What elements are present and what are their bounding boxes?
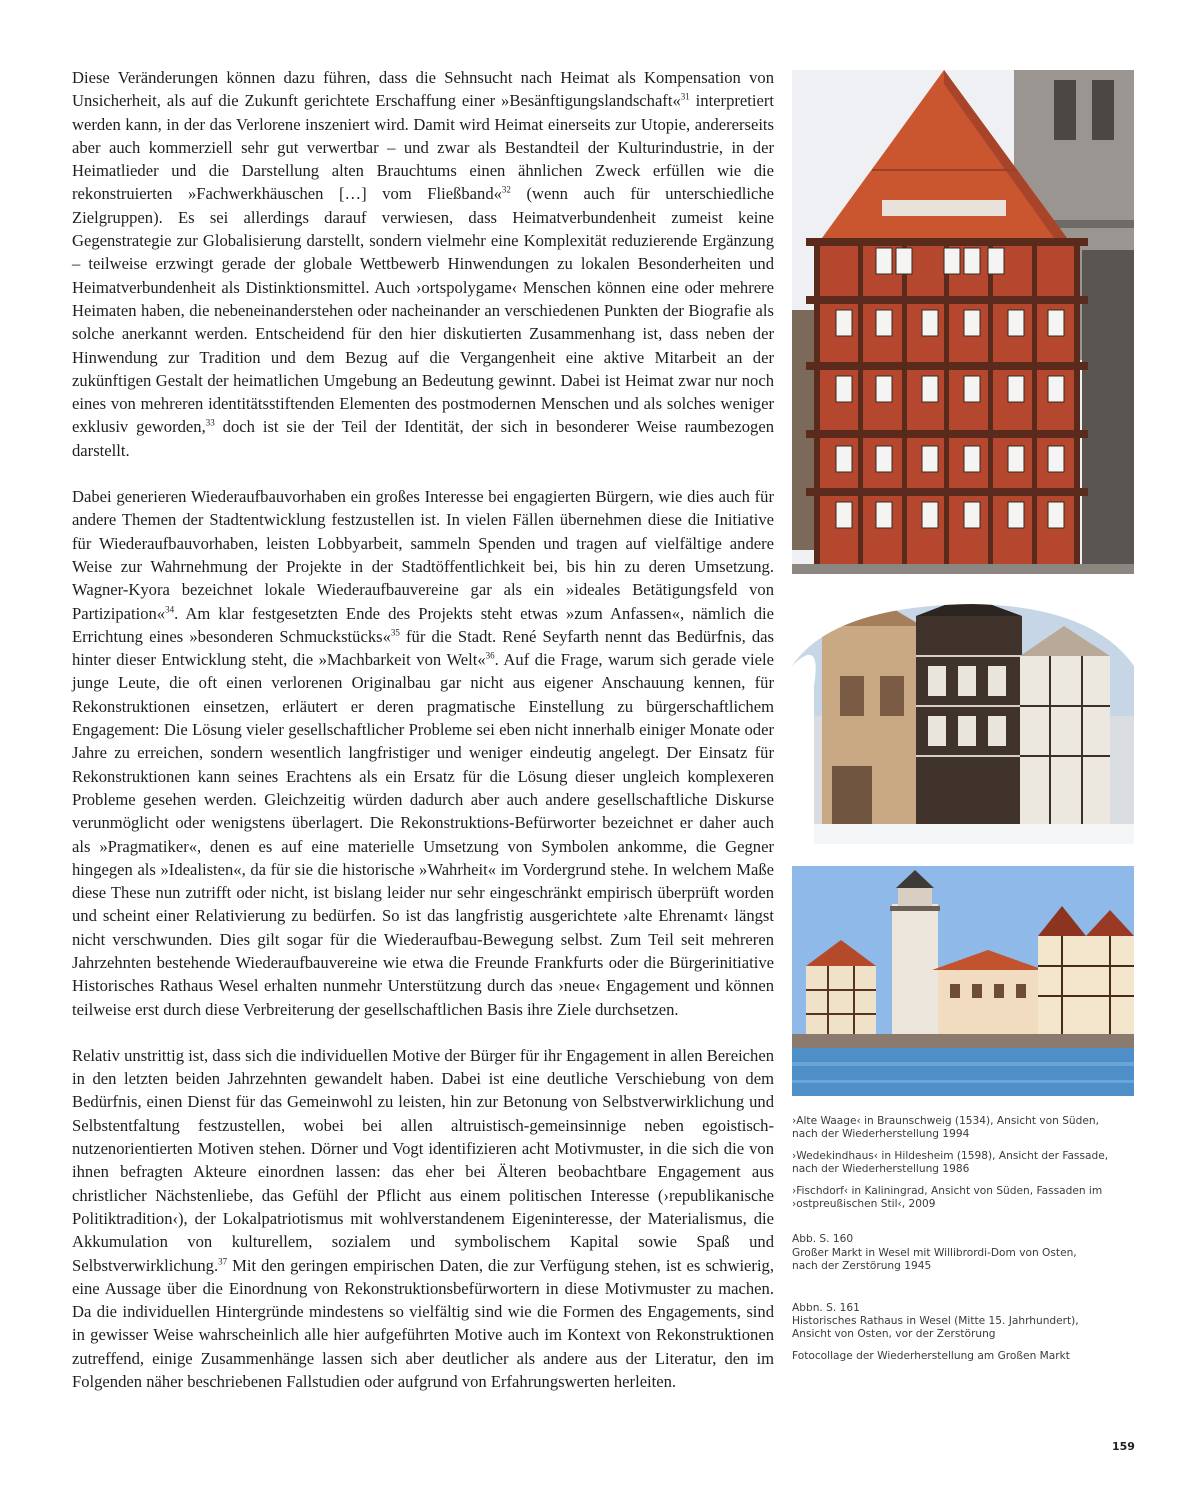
footnote-marker: 31 — [680, 91, 690, 102]
footnote-marker: 36 — [485, 650, 495, 661]
paragraph-text-segment: für die Stadt. René Seyfarth nennt das Bedürfnis, das hinter dieser Entwicklung steht, die »Machbarkeit von Welt« — [72, 626, 774, 670]
alte-waage-illustration — [792, 70, 1134, 574]
paragraph-text-segment: Diese Veränderungen können dazu führen, dass die Sehnsucht nach Heimat als Kompensation von Unsicherheit, als auf die Zukunft gerichtete Erschaffung einer »Besänftigungslandschaft« — [72, 68, 774, 111]
paragraph-text-segment: doch ist sie der Teil der Identität, der sich in besonderer Weise raumbezogen darstellt. — [72, 417, 774, 460]
caption-page-161: Abbn. S. 161 Historisches Rathaus in Wesel (Mitte 15. Jahrhundert), Ansicht von Osten, vor der Zerstörung — [792, 1301, 1079, 1341]
footnote-marker: 33 — [205, 417, 215, 428]
caption-fischdorf: ›Fischdorf‹ in Kaliningrad, Ansicht von Süden, Fassaden im ›ostpreußischen Stil‹, 2009 — [792, 1184, 1103, 1211]
paragraph-text-segment: (wenn auch für unterschiedliche Zielgruppen). Es sei allerdings darauf verwiesen, dass Heimatverbundenheit zumeist keine Gegenstrategie zur Globalisierung darstellt, sondern vielmehr eine Komplexität reduzierende Ergänzung – teilweise erzwingt gerade der globale Wettbewerb Hinwendungen zu lokalen Besonderheiten und Heimatverbundenheit als Distinktionsmittel. Auch ›ortspolygame‹ Menschen können eine oder mehrere Heimaten haben, die nebeneinanderstehen oder nacheinander an verschiedenen Punkten der Biografie als solche anerkannt werden. Entscheidend für den hier diskutierten Zusammenhang ist, dass neben der Hinwendung zur Tradition und dem Bezug auf die Vergangenheit eine aktive Mitarbeit an der zukünftigen Gestalt der heimatlichen Umgebung an Bedeutung gewinnt. Dabei ist Heimat zwar nur noch eines von mehreren identitätsstiftenden Elementen des postmodernen Menschen und als solches weniger exklusiv geworden, — [72, 184, 774, 437]
paragraph-text-segment: Mit den geringen empirischen Daten, die zur Verfügung stehen, ist es schwierig, eine Aussage über die Einordnung von Rekonstruktionsbefürwortern in diese Motivmuster zu machen. Da die individuellen Hintergründe mindestens so vielfältig sind wie die Formen des Engagements, sind in gewisser Weise wahrscheinlich alle hier aufgeführten Motive auch im Kontext von Rekonstruktionen zutreffend, einige Zusammenhänge lassen sich aber deutlicher als andere aus der Literatur, den im Folgenden näher beschriebenen Fallstudien oder aufgrund von Erfahrungswerten herleiten. — [72, 1255, 774, 1392]
photo-alte-waage — [792, 70, 1134, 574]
caption-wedekindhaus: ›Wedekindhaus‹ in Hildesheim (1598), Ansicht der Fassade, nach der Wiederherstellung 1986 — [792, 1149, 1109, 1176]
photo-fischdorf — [792, 866, 1134, 1096]
paragraph-text-segment: . Am klar festgesetzten Ende des Projekts steht etwas »zum Anfassen«, nämlich die Errichtung eines »besonderen Schmuckstücks« — [72, 603, 774, 646]
footnote-marker: 32 — [501, 184, 511, 195]
footnote-marker: 37 — [218, 1256, 228, 1267]
caption-block — [792, 1115, 1142, 1371]
fischdorf-illustration — [792, 866, 1134, 1096]
wedekindhaus-illustration — [792, 596, 1134, 844]
paragraph-text-segment: Relativ unstrittig ist, dass sich die individuellen Motive der Bürger für ihr Engagement in allen Bereichen in den letzten beiden Jahrzehnten gewandelt haben. Dabei ist eine deutliche Verschiebung von dem Bedürfnis, einen Dienst für das Gemeinwohl zu leisten, hin zur Betonung von Selbstverwirklichung und Selbstentfaltung festzustellen, wobei bei allen altruistisch-gemeinsinnige neben egoistisch-nutzenorientierten Motiven stehen. Dörner und Vogt identifizieren acht Motivmuster, in die sich die von ihnen befragten Akteure einordnen lassen: das eher bei Älteren beobachtbare Engagement aus christlicher Nächstenliebe, das Gefühl der Pflicht aus einem politischen Interesse (›republikanische Politiktradition‹), der Lokalpatriotismus mit wohlverstandenem Eigeninteresse, der Materialismus, die Akkumulation von kulturellem, sozialem und symbolischem Kapital sowie Spaß und Selbstverwirklichung. — [72, 1045, 774, 1275]
paragraph-text-segment: interpretiert werden kann, in der das Verlorene inszeniert wird. Damit wird Heimat einerseits zur Utopie, andererseits aber auch kommerziell sehr gut verwertbar – und zwar als Bestandteil der Kulturindustrie, in der Heimatlieder und die Darstellung alten Brauchtums einen ähnlichen Zweck erfüllen wie die rekonstruierten »Fachwerkhäuschen […] vom Fließband« — [72, 91, 774, 204]
caption-page-160: Abb. S. 160 Großer Markt in Wesel mit Willibrordi-Dom von Osten, nach der Zerstörung 1945 — [792, 1233, 1077, 1273]
photo-wedekindhaus — [792, 596, 1134, 844]
caption-alte-waage: ›Alte Waage‹ in Braunschweig (1534), Ansicht von Süden, nach der Wiederherstellung 1994 — [792, 1115, 1099, 1141]
footnote-marker: 34 — [165, 604, 175, 614]
body-paragraph-3 — [72, 1044, 774, 1393]
body-paragraph-2 — [72, 485, 774, 1021]
caption-fotocollage: Fotocollage der Wiederherstellung am Großen Markt — [792, 1349, 1070, 1362]
paragraph-text-segment: Dabei generieren Wiederaufbauvorhaben ein großes Interesse bei engagierten Bürgern, wie dies auch für andere Themen der Stadtentwicklung festzustellen ist. In vielen Fällen übernehmen diese die Initiative für Wiederaufbauvorhaben, leisten Lobbyarbeit, sammeln Spenden und tragen auf vielfältige andere Weise zur Wahrnehmung der Projekte in der Stadtöffentlichkeit bei, bis hin zu deren Umsetzung. Wagner-Kyora bezeichnet lokale Wiederaufbauvereine gar als ein »ideales Betätigungsfeld von Partizipation« — [72, 487, 774, 623]
body-paragraph-1 — [72, 66, 774, 462]
page-number: 159 — [1112, 1440, 1135, 1453]
main-text-column — [72, 66, 774, 1416]
footnote-marker: 35 — [390, 627, 400, 638]
paragraph-text-segment: . Auf die Frage, warum sich gerade viele junge Leute, die oft einen verlorenen Originalbau gar nicht aus eigener Anschauung kennen, für Rekonstruktionen einsetzen, erläutert er deren pragmatische Einstellung zu bürgerschaftlichem Engagement: Die Lösung vieler gesellschaftlicher Probleme sei eben nicht innerhalb einiger Monate oder Jahre zu erreichen, sondern wesentlich langfristiger und weniger eindeutig angelegt. Der Einsatz für Rekonstruktionen kann seines Erachtens als ein Ersatz für die Lösung dieser ungleich komplexeren Probleme gesehen werden. Gleichzeitig würden dadurch aber auch andere gesellschaftliche Diskurse verunmöglicht oder wenigstens überlagert. Die Rekonstruktions-Befürworter bezeichnet er daher auch als »Pragmatiker«, denen es auf eine materielle Umsetzung von Symbolen ankomme, die Gegner hingegen als »Idealisten«, da für sie die historische »Wahrheit« im Vordergrund stehe. In welchem Maße diese These nun zutrifft oder nicht, ist bislang leider nur sehr eingeschränkt empirisch überprüft worden und scheint einer Relativierung zu bedürfen. So ist das langfristig ausgerichtete ›alte Ehrenamt‹ längst nicht verschwunden. Dies gilt sogar für die Wiederaufbau-Bewegung selbst. Zum Teil seit mehreren Jahrzehnten bestehende Wiederaufbauvereine wie etwa die Freunde Frankfurts oder die Bürgerinitiative Historisches Rathaus Wesel erhalten nunmehr Unterstützung durch das ›neue‹ Engagement und können teilweise erst durch diese Verbreiterung der gesellschaftlichen Basis ihre Ziele durchsetzen. — [72, 650, 774, 1019]
